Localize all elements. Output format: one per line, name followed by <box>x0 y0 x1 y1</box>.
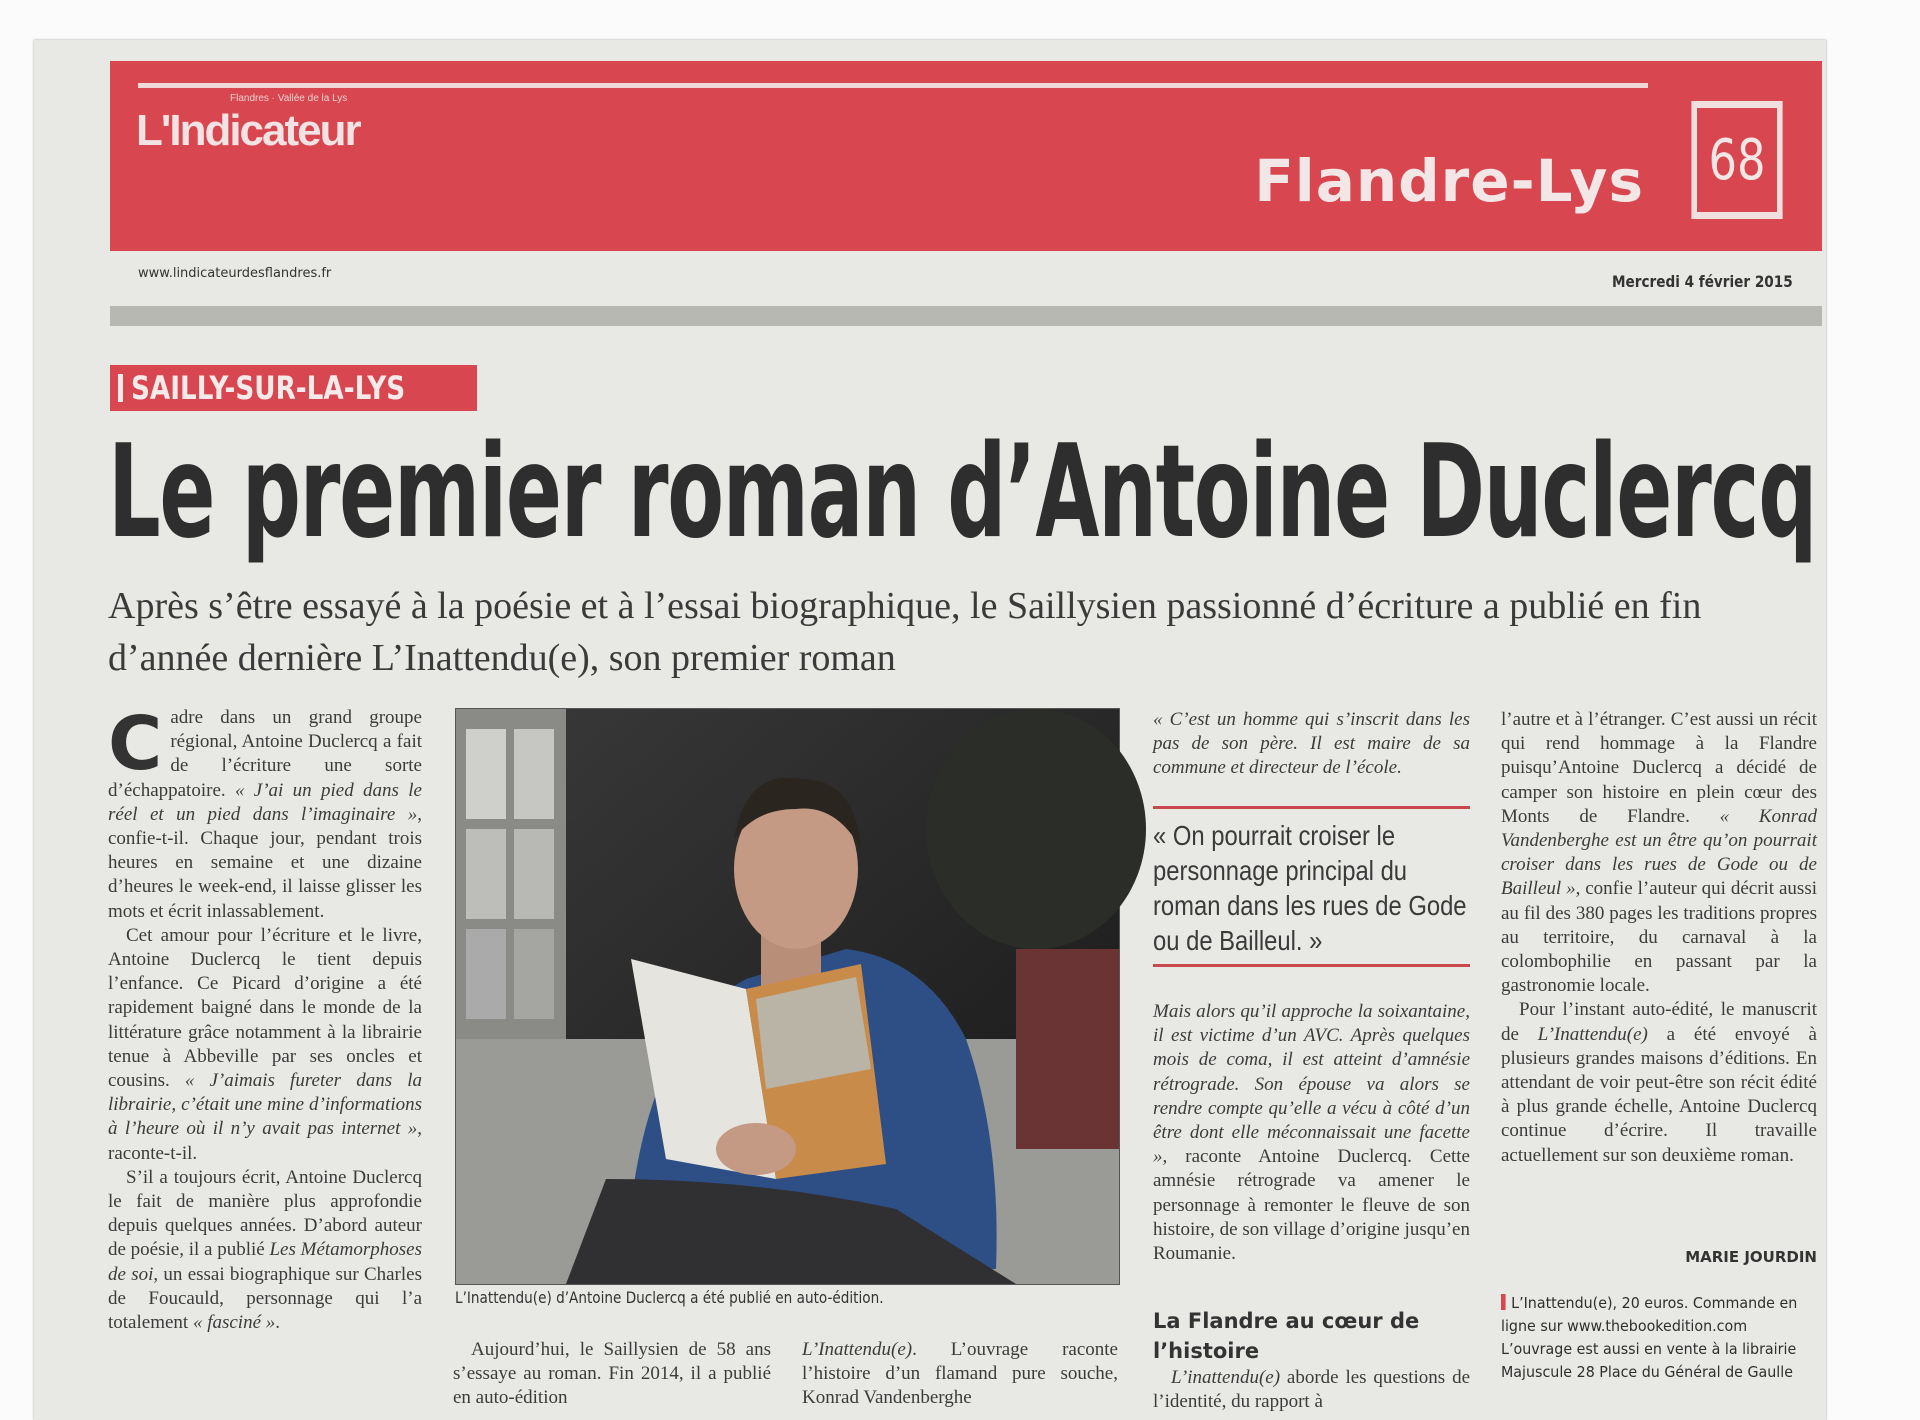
photo-caption: L’Inattendu(e) d’Antoine Duclercq a été publié en auto-édition. <box>455 1288 884 1307</box>
kicker-marker <box>118 374 123 402</box>
article-headline: Le premier roman d’Antoine Duclercq <box>108 418 1817 567</box>
banner-rule <box>138 83 1648 88</box>
info-marker <box>1501 1294 1506 1310</box>
text: , confie-t-il. Chaque jour, pendant trois heures en semaine et une dizaine d’heures le week-end, il laisse glisser les mots et écrit inlassablement. <box>108 803 422 922</box>
text: Pour l’instant auto-édité, le manuscrit de <box>1501 999 1817 1045</box>
text: adre dans un grand groupe régional, Antoine Duclercq a fait de l’écriture une sorte d’échappatoire. <box>108 707 422 801</box>
article-subheading: La Flandre au cœur de l’histoire <box>1153 1309 1420 1363</box>
italic-text: « Konrad Vandenberghe est un être qu’on pourrait croiser dans les rues de Gode ou de Bailleul » <box>1501 805 1817 900</box>
logo-subtitle: Flandres · Vallée de la Lys <box>230 93 348 104</box>
newspaper-logo: L'Indicateur <box>136 106 360 155</box>
text: l’autre et à l’étranger. C’est aussi un récit qui rend hommage à la Flandre puisqu’Antoine Duclercq a décidé de camper son histoire en plein cœur des Monts de Flandre. <box>1501 709 1817 827</box>
text: , un essai biographique sur Charles de Foucauld, personnage qui l’a totalement <box>108 1263 422 1334</box>
article-deck: Après s’être essayé à la poésie et à l’essai biographique, le Saillysien passionné d’écriture a publié en fin d’année dernière L’Inattendu(e), son premier roman <box>108 585 1702 679</box>
book-store-info: L’ouvrage est aussi en vente à la librairie Majuscule 28 Place du Général de Gaulle <box>1501 1340 1797 1381</box>
italic-text: L’Inattendu(e) <box>1537 1023 1648 1045</box>
text: . <box>275 1312 281 1334</box>
order-info-text: L’Inattendu(e), 20 euros. Commande en ligne sur www.thebookedition.com <box>1501 1294 1798 1335</box>
paragraph <box>1501 998 1817 1167</box>
italic-text: « J’ai un pied dans le réel et un pied dans l’imaginaire » <box>108 779 422 825</box>
article-column-1 <box>108 701 422 1396</box>
italic-text: Les Métamorphoses de soi <box>108 1239 422 1285</box>
text: . L’ouvrage raconte l’histoire d’un flamand pure souche, Konrad Vandenberghe <box>802 1339 1118 1409</box>
pull-quote-rule-bottom <box>1153 964 1470 967</box>
masthead-banner <box>110 61 1822 251</box>
paragraph <box>1153 1366 1470 1414</box>
italic-text: « J’aimais fureter dans la librairie, c’était une mine d’informations à l’heure où il n’y avait pas internet » <box>108 1070 422 1140</box>
article-column-2b <box>802 1338 1118 1409</box>
header-divider <box>110 306 1822 326</box>
italic-text: « C’est un homme qui s’inscrit dans les pas de son père. Il est maire de sa commune et directeur de l’école. <box>1153 709 1470 779</box>
photo-man-reading-book <box>456 709 1119 1284</box>
text: a été envoyé à plusieurs grandes maisons d’éditions. En attendant de voir peut-être son récit édité à plus grande échelle, Antoine Duclercq continue d’écrire. Il travaille actuellement sur son deuxième roman. <box>1501 1023 1817 1166</box>
italic-text: L’Inattendu(e) <box>802 1339 913 1360</box>
pull-quote-rule-top <box>1153 806 1470 809</box>
book-info-box <box>1501 1292 1805 1384</box>
paragraph <box>108 1166 422 1335</box>
article-column-2a <box>453 1338 771 1409</box>
pull-quote: « On pourrait croiser le personnage principal du roman dans les rues de Gode ou de Bailleul. » <box>1153 820 1467 956</box>
italic-text: L’inattendu(e) <box>1171 1367 1281 1388</box>
paragraph <box>1153 1000 1470 1266</box>
website-url[interactable]: www.lindicateurdesflandres.fr <box>138 266 332 281</box>
article-column-4 <box>1501 708 1817 1243</box>
page-number: 68 <box>1691 101 1782 219</box>
article-column-3-bottom <box>1153 1366 1470 1413</box>
article-photo <box>455 708 1120 1285</box>
italic-text: Mais alors qu’il approche la soixantaine, il est victime d’un AVC. Après quelques mois de coma, il est atteint d’amnésie rétrograde. Son épouse va alors se rendre compte qu’elle a vécu à côté d’un être dont elle méconnaissait une facette » <box>1153 1001 1470 1168</box>
paragraph <box>108 924 422 1166</box>
text: S’il a toujours écrit, Antoine Duclercq le fait de manière plus approfondie depuis quelques années. D’abord auteur de poésie, il a publié <box>108 1166 422 1261</box>
section-title: Flandre-Lys <box>1254 147 1644 215</box>
article-column-3-top <box>1153 708 1470 788</box>
text: Aujourd’hui, le Saillysien de 58 ans s’essaye au roman. Fin 2014, il a publié en auto-édition <box>453 1339 771 1409</box>
location-kicker <box>110 365 477 411</box>
text: Cet amour pour l’écriture et le livre, Antoine Duclercq le tient depuis l’enfance. Ce Picard d’origine a été rapidement baigné dans le monde de la littérature grâce notamment à la librairie tenue à Abbeville par ses oncles et cousins. <box>108 924 422 1092</box>
drop-cap: C <box>108 701 163 787</box>
paragraph <box>802 1338 1118 1411</box>
paragraph <box>1153 708 1470 781</box>
text: , raconte Antoine Duclercq. Cette amnésie rétrograde va amener le personnage à remonter le fleuve de son histoire, de son village d’origine jusqu’en Roumanie. <box>1153 1146 1470 1265</box>
paragraph <box>453 1338 771 1411</box>
text: , confie l’auteur qui décrit aussi au fil des 380 pages les traditions propres au territoire, du carnaval à la colombophilie en passant par la gastronomie locale. <box>1501 878 1817 997</box>
text: , raconte-t-il. <box>108 1118 422 1164</box>
italic-text: « fasciné » <box>192 1312 276 1334</box>
paragraph <box>1501 708 1817 998</box>
book-order-info <box>1501 1292 1805 1338</box>
issue-date: Mercredi 4 février 2015 <box>1612 272 1793 291</box>
article-column-3-mid <box>1153 1000 1470 1290</box>
text: aborde les questions de l’identité, du rapport à <box>1153 1367 1470 1413</box>
author-byline: MARIE JOURDIN <box>1685 1248 1817 1266</box>
kicker-label: SAILLY-SUR-LA-LYS <box>131 369 406 407</box>
